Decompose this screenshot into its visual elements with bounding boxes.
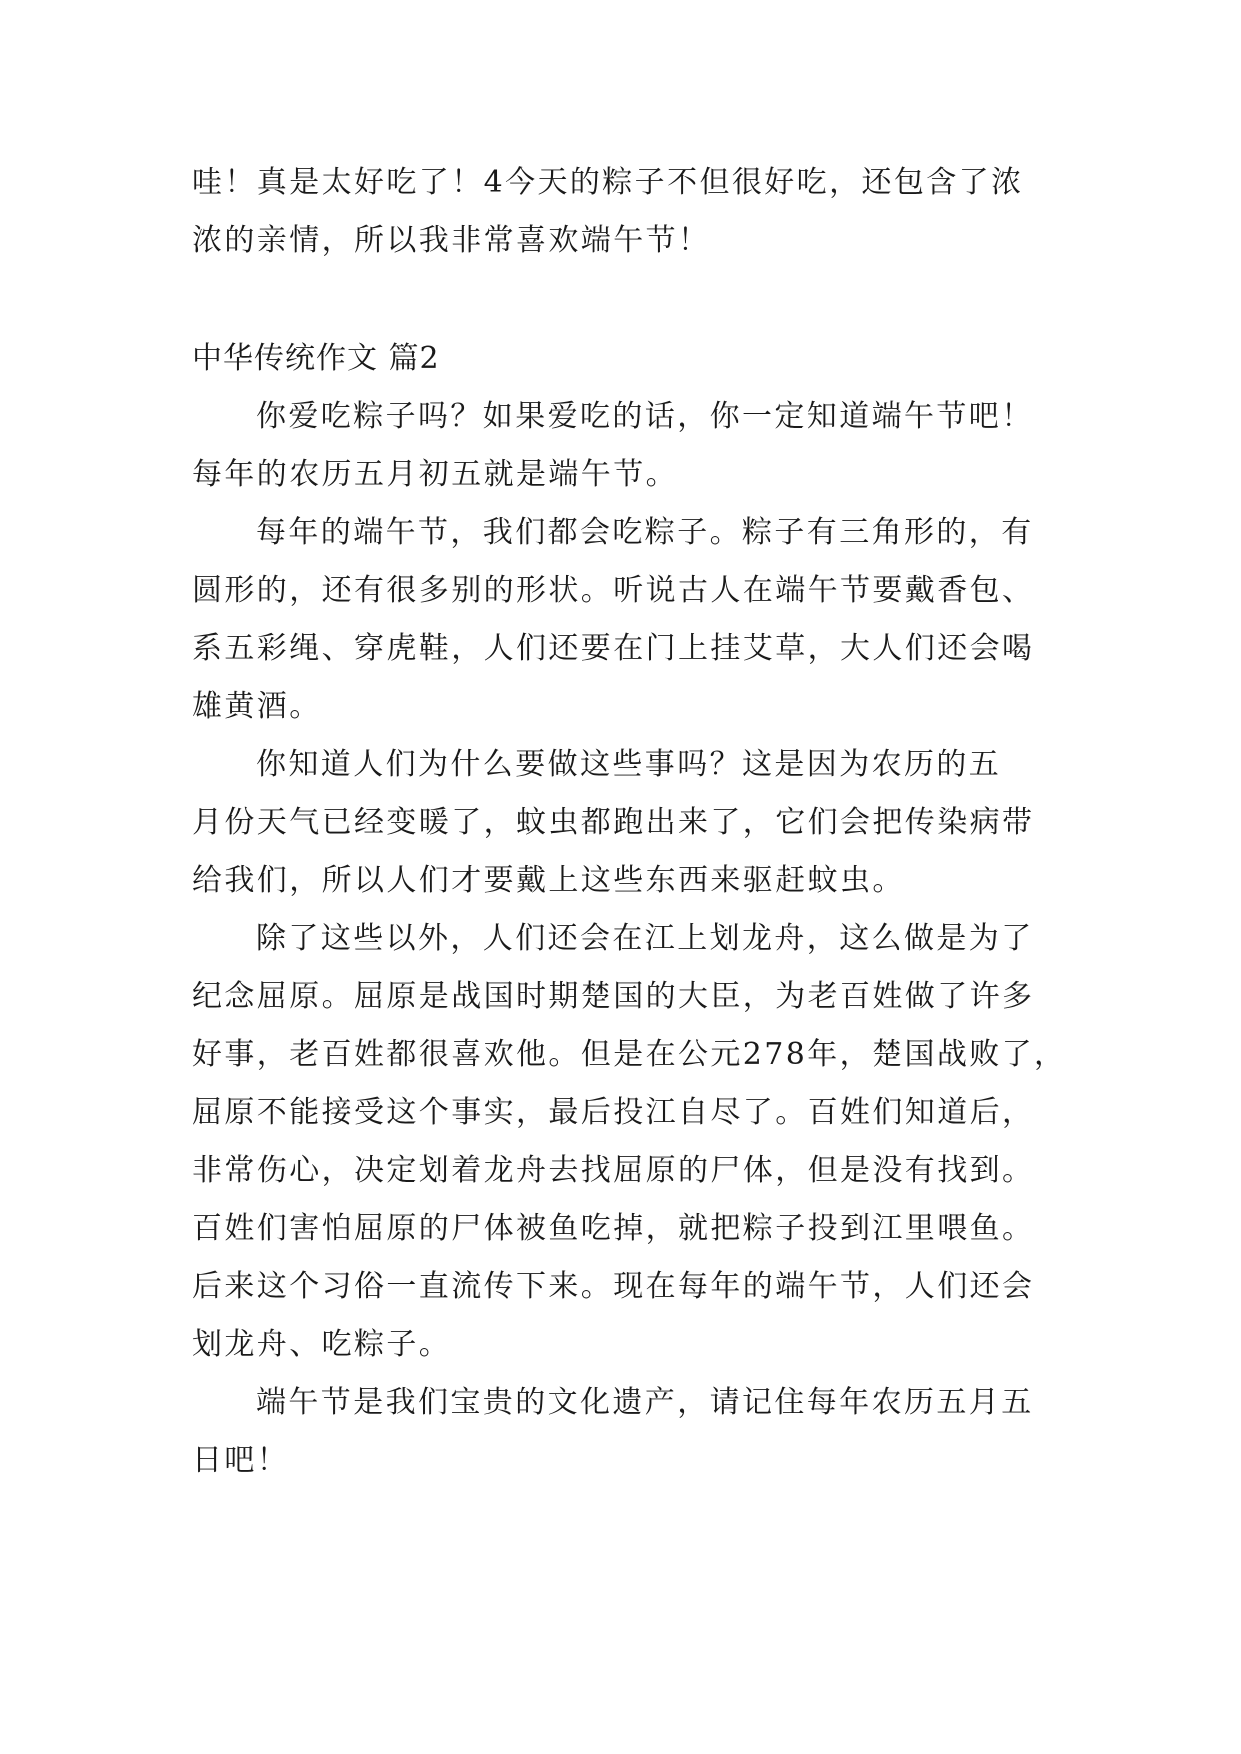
paragraph-3 xyxy=(192,736,1052,910)
text-line: 后来这个习俗一直流传下来。现在每年的端午节，人们还会 xyxy=(192,1269,1035,1304)
text-line: 你爱吃粽子吗？如果爱吃的话，你一定知道端午节吧！ xyxy=(256,399,1034,434)
text-line: 除了这些以外，人们还会在江上划龙舟，这么做是为了 xyxy=(256,921,1034,956)
text-line: 圆形的，还有很多别的形状。听说古人在端午节要戴香包、 xyxy=(192,573,1035,608)
section-heading: 中华传统作文 篇2 xyxy=(192,341,440,376)
paragraph-2 xyxy=(192,504,1052,736)
text-line: 每年的农历五月初五就是端午节。 xyxy=(192,457,678,492)
text-line: 端午节是我们宝贵的文化遗产，请记住每年农历五月五 xyxy=(256,1385,1034,1420)
intro-paragraph xyxy=(192,154,1052,270)
paragraph-4 xyxy=(192,910,1067,1374)
document-body xyxy=(192,154,1067,1490)
text-line: 非常伤心，决定划着龙舟去找屈原的尸体，但是没有找到。 xyxy=(192,1153,1035,1188)
paragraph-1 xyxy=(192,388,1052,504)
section-gap xyxy=(192,270,1052,330)
text-line: 给我们，所以人们才要戴上这些东西来驱赶蚊虫。 xyxy=(192,863,905,898)
text-line: 系五彩绳、穿虎鞋，人们还要在门上挂艾草，大人们还会喝 xyxy=(192,631,1035,666)
text-line: 百姓们害怕屈原的尸体被鱼吃掉，就把粽子投到江里喂鱼。 xyxy=(192,1211,1035,1246)
text-line: 哇！真是太好吃了！4今天的粽子不但很好吃，还包含了浓 xyxy=(192,165,1024,200)
text-line: 好事，老百姓都很喜欢他。但是在公元278年，楚国战败了， xyxy=(192,1037,1067,1072)
text-line: 每年的端午节，我们都会吃粽子。粽子有三角形的，有 xyxy=(256,515,1034,550)
paragraph-5 xyxy=(192,1374,1052,1490)
text-line: 雄黄酒。 xyxy=(192,689,322,724)
text-line: 你知道人们为什么要做这些事吗？这是因为农历的五 xyxy=(256,747,1002,782)
text-line: 日吧！ xyxy=(192,1443,290,1478)
text-line: 纪念屈原。屈原是战国时期楚国的大臣，为老百姓做了许多 xyxy=(192,979,1035,1014)
text-line: 月份天气已经变暖了，蚊虫都跑出来了，它们会把传染病带 xyxy=(192,805,1035,840)
text-line: 屈原不能接受这个事实，最后投江自尽了。百姓们知道后， xyxy=(192,1095,1035,1130)
text-line: 划龙舟、吃粽子。 xyxy=(192,1327,452,1362)
text-line: 浓的亲情，所以我非常喜欢端午节！ xyxy=(192,223,711,258)
